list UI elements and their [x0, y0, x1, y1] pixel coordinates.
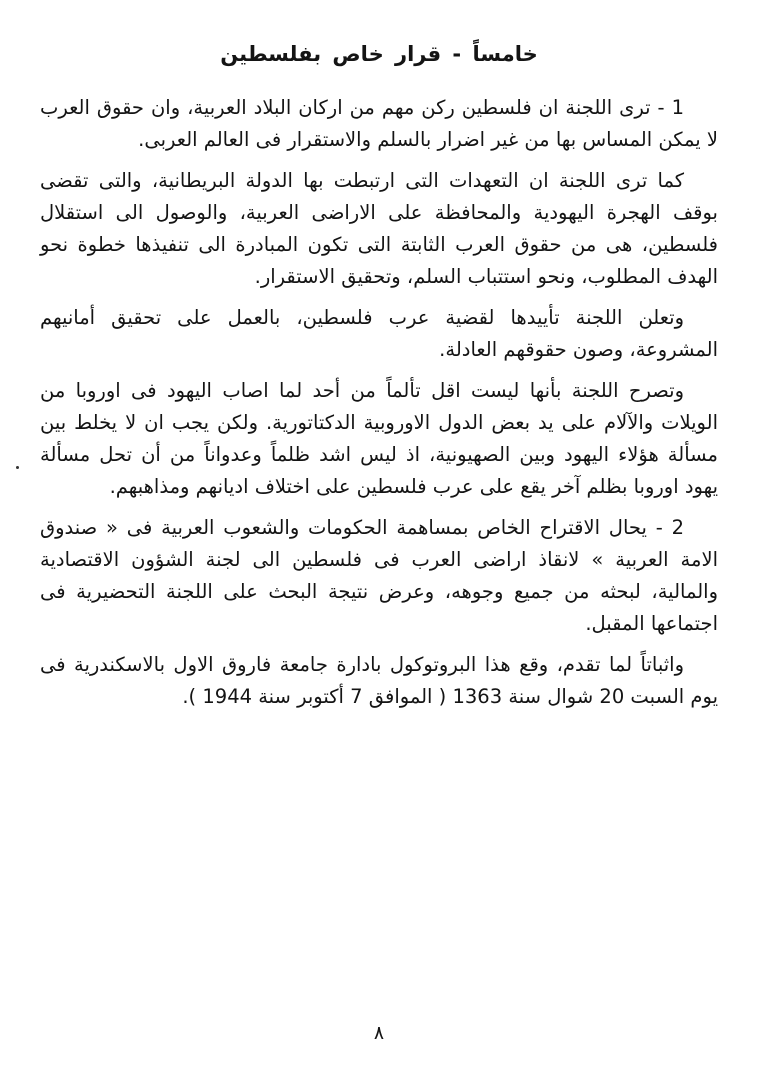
- paragraph-1: 1 - ترى اللجنة ان فلسطين ركن مهم من اركان البلاد العربية، وان حقوق العرب لا يمكن المساس بها من غير اضرار بالسلم والاستقرار فى العالم العربى.: [40, 96, 718, 151]
- section-title: خامساً - قرار خاص بفلسطين: [220, 42, 538, 66]
- paragraph-4: وتصرح اللجنة بأنها ليست اقل تألماً من أحد لما اصاب اليهود فى اوروبا من الويلات والآلام على يد بعض الدول الاوروبية الدكتاتورية. ولكن يجب ان لا يخلط بين مسألة هؤلاء اليهود وبين الصهيونية، اذ ليس اشد ظلماً وعدواناً من أن تحل مسألة يهود اوروبا بظلم آخر يقع على عرب فلسطين على اختلاف اديانهم ومذاهبهم.: [40, 379, 718, 498]
- paragraph-6: واثباتاً لما تقدم، وقع هذا البروتوكول بادارة جامعة فاروق الاول بالاسكندرية فى يوم السبت 20 شوال سنة 1363 ( الموافق 7 أكتوبر سنة 1944 ).: [40, 653, 718, 708]
- paragraph-3: وتعلن اللجنة تأييدها لقضية عرب فلسطين، بالعمل على تحقيق أمانيهم المشروعة، وصون حقوقهم العادلة.: [40, 306, 718, 361]
- paragraph-2: كما ترى اللجنة ان التعهدات التى ارتبطت بها الدولة البريطانية، والتى تقضى بوقف الهجرة اليهودية والمحافظة على الاراضى العربية، والوصول الى استقلال فلسطين، هى من حقوق العرب الثابتة التى تكون المبادرة الى تنفيذها خطوة نحو الهدف المطلوب، ونحو استتباب السلم، وتحقيق الاستقرار.: [40, 169, 718, 288]
- paragraph-5: 2 - يحال الاقتراح الخاص بمساهمة الحكومات والشعوب العربية فى « صندوق الامة العربية » لانقاذ اراضى العرب فى فلسطين الى لجنة الشؤون الاقتصادية والمالية، لبحثه من جميع وجوهه، وعرض نتيجة البحث على اللجنة التحضيرية فى اجتماعها المقبل.: [40, 516, 718, 635]
- page-number: ٨: [373, 1022, 385, 1044]
- scan-artifact-dot: [16, 466, 19, 469]
